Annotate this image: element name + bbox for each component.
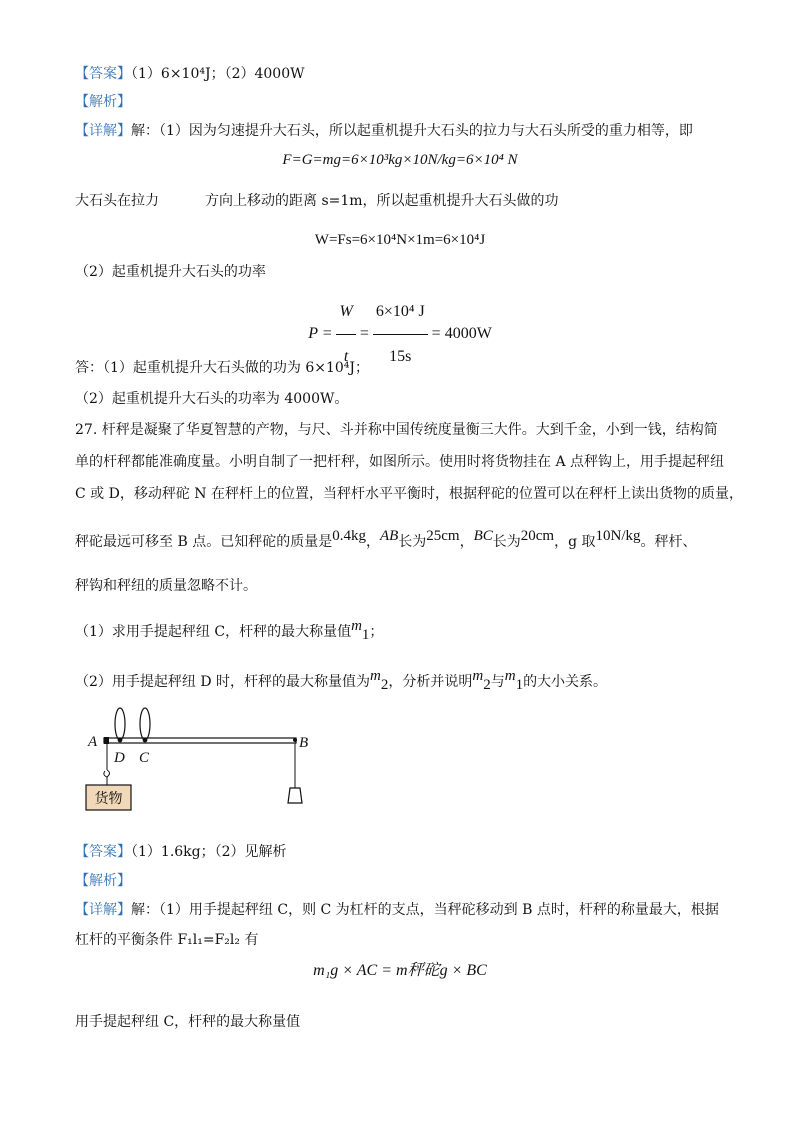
hook-icon [104, 770, 110, 777]
q4l: 10N/kg [595, 528, 641, 544]
conclusion-1: 答：（1）起重机提升大石头做的功为 6×10⁴J； [75, 360, 370, 376]
q4h: BC [473, 528, 493, 544]
goods-label: 货物 [94, 792, 123, 807]
fraction-den-2: 15s [389, 348, 412, 365]
point-c-dot [143, 738, 148, 743]
p2a: （2）用手提起秤纽 D 时，杆秤的最大称量值为 [75, 674, 371, 690]
fraction-den: t [343, 348, 349, 365]
p2cs: 2 [483, 677, 491, 693]
detail2-text: 解：（1）用手提起秤纽 C，则 C 为杠杆的支点，当秤砣移动到 B 点时，杆秤的称量最大，根据 [131, 902, 719, 918]
p2c: m [472, 668, 484, 684]
steelyard-beam [104, 738, 296, 743]
answer-line-1 [75, 64, 305, 84]
q4d: AB [379, 528, 399, 544]
answer-tag: 【答案】 [75, 66, 131, 82]
detail-line-1 [75, 121, 693, 141]
detail2-line-2: 杠杆的平衡条件 F₁l₁=F₂l₂ 有 [75, 932, 259, 948]
conclusion-2: （2）起重机提升大石头的功率为 4000W。 [75, 391, 349, 407]
detail-tag-2: 【详解】 [75, 902, 131, 918]
answer-line-2 [75, 842, 287, 862]
q4i: 长为 [492, 534, 521, 550]
p2m: m [370, 668, 381, 684]
analysis-tag: 【解析】 [75, 94, 131, 110]
detail-line-2 [75, 191, 559, 211]
p2b: ，分析并说明 [388, 674, 473, 690]
steelyard-figure [80, 700, 320, 815]
q4f: 25cm [426, 528, 460, 544]
point-b-dot [293, 738, 297, 742]
fraction-value [373, 292, 428, 377]
answer-text-2: （1）1.6kg；（2）见解析 [131, 844, 287, 860]
analysis-tag-2: 【解析】 [75, 873, 131, 889]
point-d-dot [118, 738, 123, 743]
q4e: 长为 [398, 534, 427, 550]
power-result: = 4000W [431, 325, 492, 343]
q4m: 。秤杆、 [640, 534, 697, 550]
q4b: 0.4kg [332, 528, 366, 544]
detail-line-2b: 方向上移动的距离 s=1m，所以起重机提升大石头做的功 [205, 193, 559, 209]
q4g: ， [459, 534, 474, 550]
equation-balance: m₁g × AC = m秤砣g × BC [313, 962, 487, 979]
question-27-line-4 [75, 526, 697, 552]
question-27-line-1: 27. 杆秤是凝聚了华夏智慧的产物，与尺、斗并称中国传统度量衡三大件。大到千金，小到一钱，结构简 [75, 422, 718, 438]
p1a: （1）求用手提起秤纽 C，杆秤的最大称量值 [75, 624, 352, 640]
p2es: 1 [515, 677, 524, 693]
equation-work: W=Fs=6×10⁴N×1m=6×10⁴J [314, 232, 486, 248]
fraction-num: W [336, 292, 355, 335]
q4c: ， [365, 534, 380, 550]
p2d: 与 [490, 674, 505, 690]
question-27-line-5: 秤钩和秤纽的质量忽略不计。 [75, 578, 257, 594]
p1b: ； [369, 624, 384, 640]
weight-icon [288, 788, 302, 803]
p2f: 的大小关系。 [523, 674, 608, 690]
question-27-line-3: C 或 D，移动秤砣 N 在秤杆上的位置，当秤杆水平平衡时，根据秤砣的位置可以在秤杆上读出货物的质量， [75, 486, 743, 502]
detail2-line-1 [75, 900, 719, 920]
detail-tag: 【详解】 [75, 123, 131, 139]
loop-d-icon [115, 708, 125, 740]
fraction-num-2: 6×10⁴ J [373, 292, 428, 335]
p2e: m [504, 668, 516, 684]
loop-c-icon [140, 708, 150, 740]
label-b: B [299, 735, 309, 751]
p2s: 2 [380, 677, 389, 693]
q4a: 秤砣最远可移至 B 点。已知秤砣的质量是 [75, 534, 333, 550]
detail-line-3: （2）起重机提升大石头的功率 [75, 264, 266, 280]
equals-sign: = [359, 325, 369, 343]
question-27-line-2: 单的杆秤都能准确度量。小明自制了一把杆秤，如图所示。使用时将货物挂在 A 点秤钩上，用手提起秤纽 [75, 454, 725, 470]
question-27-part-2 [75, 666, 607, 692]
p1m: m [351, 618, 362, 634]
question-27-part-1 [75, 616, 383, 642]
label-c: C [139, 750, 150, 766]
power-lhs: P = [308, 325, 333, 343]
detail-line-2a: 大石头在拉力 [75, 193, 159, 209]
detail-text: 解：（1）因为匀速提升大石头，所以起重机提升大石头的拉力与大石头所受的重力相等，即 [131, 123, 693, 139]
p1s: 1 [361, 627, 370, 643]
answer-tag-2: 【答案】 [75, 844, 131, 860]
q4k: ，g 取 [554, 534, 596, 550]
equation-force: F=G=mg=6×10³kg×10N/kg=6×10⁴ N [282, 152, 518, 168]
label-a: A [88, 734, 98, 750]
label-d: D [114, 750, 125, 766]
q4j: 20cm [520, 528, 555, 544]
answer-text: （1）6×10⁴J；（2）4000W [131, 66, 305, 82]
point-a-marker [104, 737, 109, 744]
detail2-line-3: 用手提起秤纽 C，杆秤的最大称量值 [75, 1014, 301, 1030]
